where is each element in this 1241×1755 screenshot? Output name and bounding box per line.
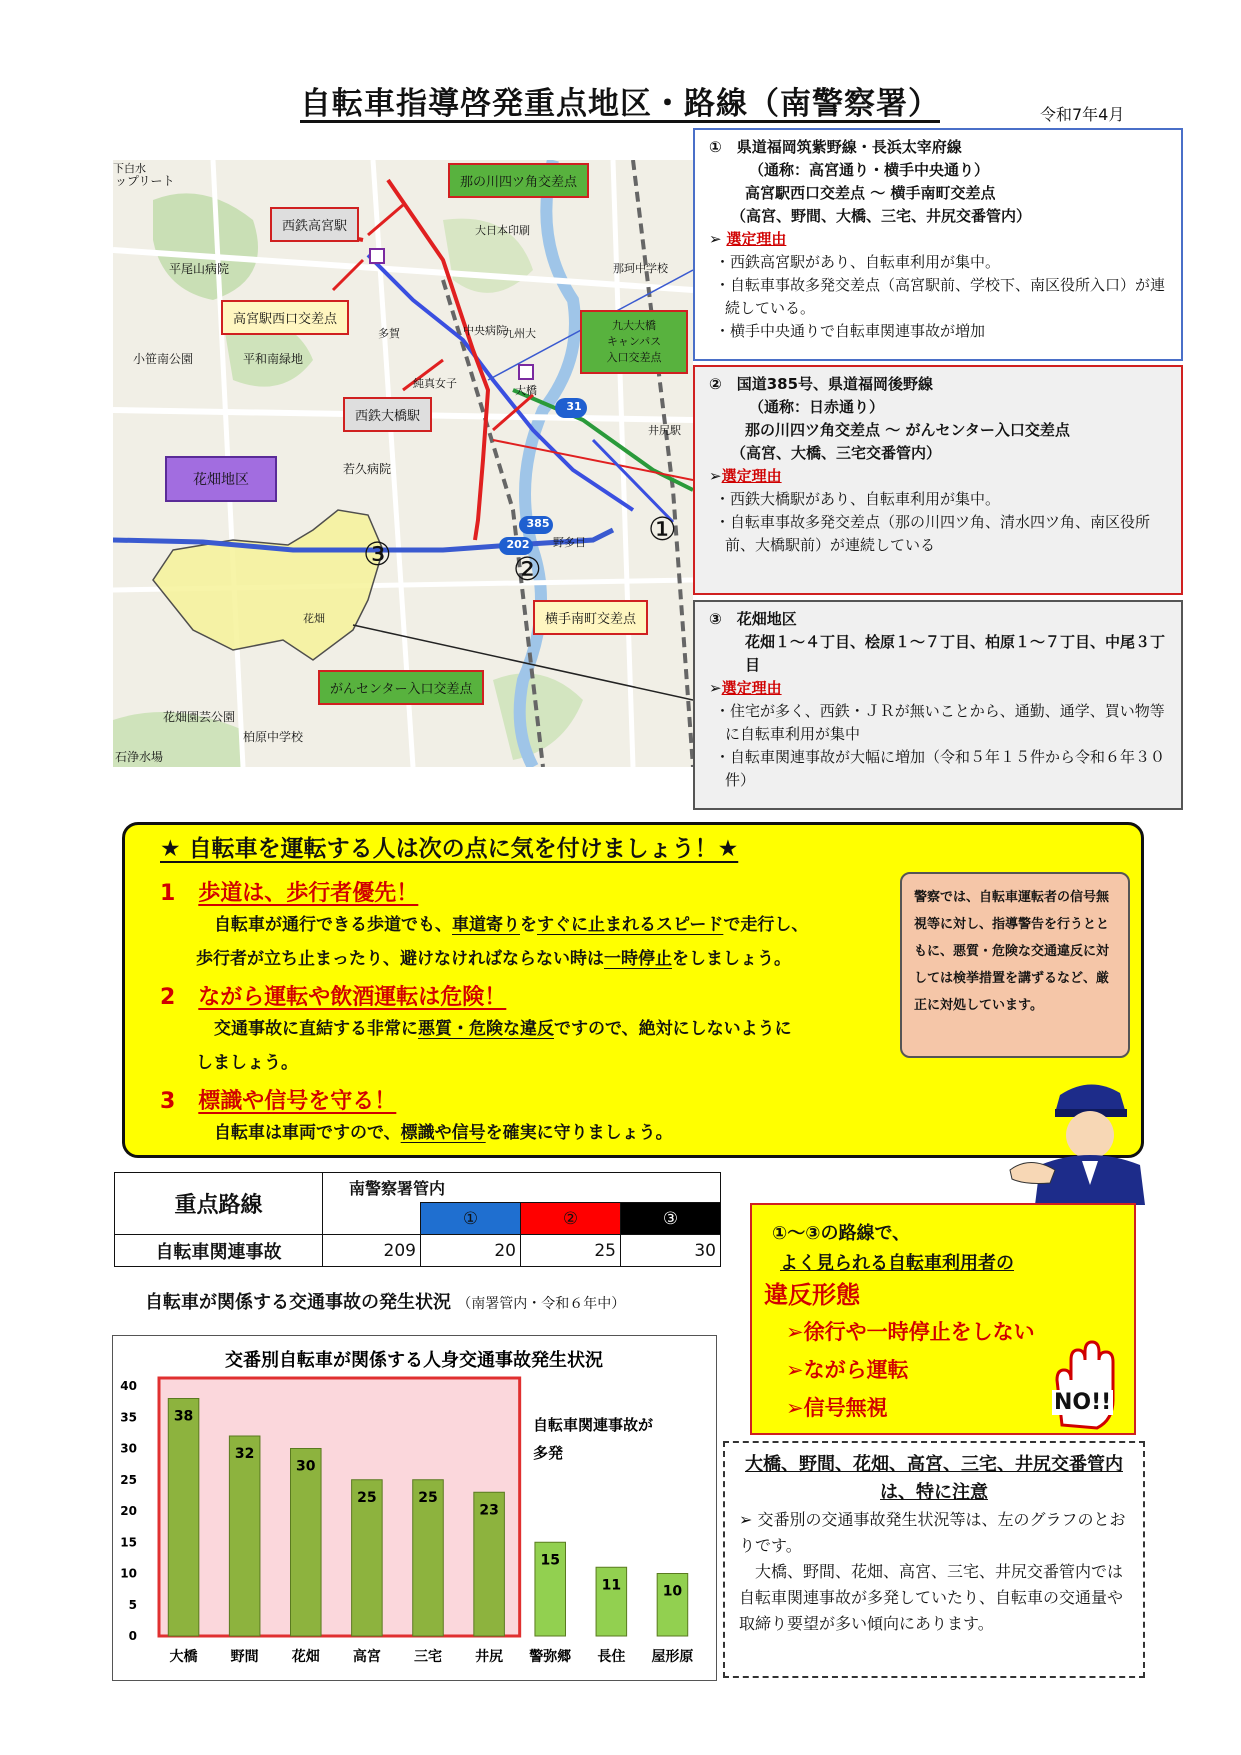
chart-ytick-label: 15 xyxy=(120,1535,137,1550)
map-place-label: 多賀 xyxy=(378,327,400,340)
map-place-label: 平和南緑地 xyxy=(243,352,304,366)
chart-data-label: 15 xyxy=(540,1552,560,1569)
callout-yokote: 横手南町交差点 xyxy=(533,600,648,635)
route-map xyxy=(113,160,693,767)
chart-ytick-label: 20 xyxy=(120,1504,137,1518)
chart-category-label: 屋形原 xyxy=(651,1649,694,1665)
no-hand-icon xyxy=(1042,1340,1132,1430)
callout-hanahata: 花畑地区 xyxy=(165,456,277,502)
chart-category-label: 大橋 xyxy=(169,1649,198,1665)
notice-p2: 大橋、野間、花畑、高宮、三宅、井尻交番管内では自転車関連事故が多発していたり、自転車の交通量や取締り要望が多い傾向にあります。 xyxy=(739,1562,1124,1633)
area3-info xyxy=(693,600,1183,810)
chart-ytick-label: 10 xyxy=(120,1566,137,1581)
table-row2-label: 自転車関連事故 xyxy=(115,1235,323,1267)
chart-category-label: 花畑 xyxy=(291,1649,320,1665)
no-label: NO!! xyxy=(1054,1390,1112,1415)
violation-line1: ①～③の路線で、 xyxy=(772,1223,911,1244)
accident-bar-chart xyxy=(113,1336,715,1679)
map-place-label: 平尾山病院 xyxy=(169,262,230,276)
route2-head: ② 国道385号、県道福岡後野線 xyxy=(709,375,934,393)
table-value-route1: 20 xyxy=(421,1235,521,1267)
marker-1: ① xyxy=(648,510,677,548)
chart-container xyxy=(112,1335,717,1681)
callout-takamiya-station: 西鉄高宮駅 xyxy=(270,207,359,242)
map-place-label: 那珂中学校 xyxy=(613,262,668,275)
route-31-label: 31 xyxy=(566,400,582,413)
map-place-label: 柏原中学校 xyxy=(243,730,304,744)
table-value-route3: 30 xyxy=(621,1235,721,1267)
chart-highlight-region xyxy=(159,1378,520,1636)
chart-title: 交番別自転車が関係する人身交通事故発生状況 xyxy=(225,1350,603,1371)
route2-info xyxy=(693,365,1183,595)
route1-head: ① 県道福岡筑紫野線・長浜太宰府線 xyxy=(709,138,962,156)
publish-date: 令和7年4月 xyxy=(1040,105,1125,124)
chart-data-label: 32 xyxy=(234,1446,255,1462)
route2-kouban: （高宮、大橋、三宅交番管内） xyxy=(731,444,942,462)
violation-item: ➢徐行や一時停止をしない xyxy=(786,1320,1035,1344)
route1-kouban: （高宮、野間、大橋、三宅、井尻交番管内） xyxy=(731,207,1032,225)
chart-ytick-label: 0 xyxy=(128,1629,137,1643)
area3-reason-item: ・住宅が多く、西鉄・ＪＲが無いことから、通勤、通学、買い物等に自転車利用が集中 xyxy=(715,702,1165,743)
route1-reason-item: ・自転車事故多発交差点（高宮駅前、学校下、南区役所入口）が連続している。 xyxy=(715,276,1166,317)
rule2-heading: 2 ながら運転や飲酒運転は危険！ xyxy=(160,985,507,1010)
notice-p1: ➢ 交番別の交通事故発生状況等は、左のグラフのとおりです。 xyxy=(739,1510,1126,1555)
chart-data-label: 25 xyxy=(418,1489,438,1506)
accident-stats-table xyxy=(114,1172,721,1267)
route2-reason-item: ・西鉄大橋駅があり、自転車利用が集中。 xyxy=(715,490,1001,508)
chart-bar xyxy=(168,1399,199,1637)
map-place-label: 九州大 xyxy=(503,327,536,340)
chart-category-label: 井尻 xyxy=(475,1649,504,1665)
area3-head: ③ 花畑地区 xyxy=(709,610,797,628)
map-place-label: 花畑園芸公園 xyxy=(163,710,236,724)
rule1-body: 自転車が通行できる歩道でも、車道寄りをすぐに止まれるスピードで走行し、 歩行者が立ち止まったり、避けなければならない時は一時停止をしましょう。 xyxy=(196,915,809,969)
police-officer-icon xyxy=(1000,1075,1150,1205)
chart-data-label: 38 xyxy=(173,1408,194,1425)
map-place-label: ップリート xyxy=(115,174,175,188)
callout-kyudai: 九大大橋 キャンパス 入口交差点 xyxy=(580,310,688,374)
map-place-label: 小笹南公園 xyxy=(133,352,194,366)
rule2-body: 交通事故に直結する非常に悪質・危険な違反ですので、絶対にしないように しましょう。 xyxy=(196,1019,792,1073)
area3-reason-item: ・自転車関連事故が大幅に増加（令和５年１５件から令和６年３０件） xyxy=(715,748,1166,789)
notice-head: 大橋、野間、花畑、高宮、三宅、井尻交番管内は、特に注意 xyxy=(745,1454,1123,1503)
chart-bar xyxy=(291,1449,322,1637)
table-area-label: 南警察署管内 xyxy=(323,1173,721,1203)
violation-line3: 違反形態 xyxy=(764,1281,860,1309)
marker-3: ③ xyxy=(363,535,392,573)
map-place-label: 下白水 xyxy=(113,162,146,175)
violation-list xyxy=(786,1313,1035,1427)
chart-ytick-label: 35 xyxy=(120,1410,137,1425)
page-title: 自転車指導啓発重点地区・路線（南警察署） xyxy=(300,86,940,122)
area3-range: 花畑１～４丁目、桧原１～７丁目、柏原１～７丁目、中尾３丁目 xyxy=(745,633,1166,674)
notice-box xyxy=(723,1441,1145,1678)
route-385-label: 385 xyxy=(526,517,550,530)
map-place-label: 大日本印刷 xyxy=(475,224,530,237)
route1-reason-heading: ➢ 選定理由 xyxy=(709,230,787,248)
route1-reason-item: ・西鉄高宮駅があり、自転車利用が集中。 xyxy=(715,253,1001,271)
chart-category-label: 長住 xyxy=(597,1649,626,1665)
map-place-label: 井尻駅 xyxy=(648,424,681,437)
chart-annotation: 多発 xyxy=(533,1444,564,1462)
map-place-label: 若久病院 xyxy=(343,462,392,476)
route2-nickname: （通称：日赤通り） xyxy=(749,398,885,416)
callout-ohashi-station: 西鉄大橋駅 xyxy=(343,397,432,432)
table-value-total: 209 xyxy=(323,1235,421,1267)
map-place-label: 花畑 xyxy=(303,612,325,625)
map-place-label: 大橋 xyxy=(515,384,537,397)
violation-item: ➢ながら運転 xyxy=(786,1358,909,1382)
route-202-label: 202 xyxy=(506,538,530,551)
chart-category-label: 野間 xyxy=(230,1649,259,1665)
chart-caption: 自転車が関係する交通事故の発生状況 （南署管内・令和６年中） xyxy=(145,1292,626,1313)
chart-data-label: 25 xyxy=(357,1489,377,1506)
route2-range: 那の川四ツ角交差点 ～ がんセンター入口交差点 xyxy=(745,421,1070,439)
table-route3-header: ③ xyxy=(621,1203,721,1235)
chart-ytick-label: 25 xyxy=(120,1472,137,1487)
map-place-label: 中央病院 xyxy=(463,324,507,337)
police-note: 警察では、自転車運転者の信号無視等に対し、指導警告を行うとともに、悪質・危険な交通違反に対しては検挙措置を講ずるなど、厳正に対処しています。 xyxy=(900,872,1130,1058)
table-route2-header: ② xyxy=(521,1203,621,1235)
table-value-route2: 25 xyxy=(521,1235,621,1267)
chart-category-label: 三宅 xyxy=(414,1649,442,1665)
chart-bar xyxy=(229,1436,260,1636)
rule3-body: 自転車は車両ですので、標識や信号を確実に守りましょう。 xyxy=(214,1123,673,1143)
route1-range: 高宮駅西口交差点 ～ 横手南町交差点 xyxy=(745,184,996,202)
table-route1-header: ① xyxy=(421,1203,521,1235)
chart-data-label: 23 xyxy=(479,1502,499,1519)
route1-info xyxy=(693,128,1183,361)
chart-ytick-label: 40 xyxy=(120,1379,137,1393)
callout-nanokawa: 那の川四ツ角交差点 xyxy=(448,163,589,198)
chart-data-label: 10 xyxy=(662,1583,683,1600)
route1-reason-item: ・横手中央通りで自転車関連事故が増加 xyxy=(715,322,986,340)
chart-category-label: 高宮 xyxy=(352,1649,381,1665)
rule1-heading: 1 歩道は、歩行者優先！ xyxy=(160,881,419,906)
route2-reason-heading: ➢選定理由 xyxy=(709,467,782,485)
marker-2: ② xyxy=(513,550,542,588)
chart-ytick-label: 30 xyxy=(120,1441,137,1456)
map-place-label: 野多目 xyxy=(553,536,586,549)
chart-data-label: 30 xyxy=(296,1458,316,1475)
area3-reason-heading: ➢選定理由 xyxy=(709,679,782,697)
chart-ytick-label: 5 xyxy=(128,1597,137,1612)
callout-takamiya-west: 高宮駅西口交差点 xyxy=(221,300,349,335)
violation-item: ➢信号無視 xyxy=(786,1396,888,1420)
callout-gan-center: がんセンター入口交差点 xyxy=(318,670,484,705)
chart-category-label: 警弥郷 xyxy=(529,1649,572,1665)
map-place-label: 純真女子 xyxy=(413,377,457,390)
caution-title: ★ 自転車を運転する人は次の点に気を付けましょう！★ xyxy=(160,836,739,862)
table-header-blank xyxy=(323,1203,421,1235)
map-place-label: 石浄水場 xyxy=(115,750,164,764)
route1-nickname: （通称：高宮通り・横手中央通り） xyxy=(749,161,990,179)
table-row1-label: 重点路線 xyxy=(115,1173,323,1235)
route2-reason-item: ・自転車事故多発交差点（那の川四ツ角、清水四ツ角、南区役所前、大橋駅前）が連続している xyxy=(715,513,1151,554)
rule3-heading: 3 標識や信号を守る！ xyxy=(160,1089,397,1114)
chart-annotation: 自転車関連事故が xyxy=(533,1416,654,1434)
violation-line2: よく見られる自転車利用者の xyxy=(780,1253,1014,1274)
violation-box xyxy=(750,1203,1136,1435)
chart-data-label: 11 xyxy=(601,1577,622,1594)
